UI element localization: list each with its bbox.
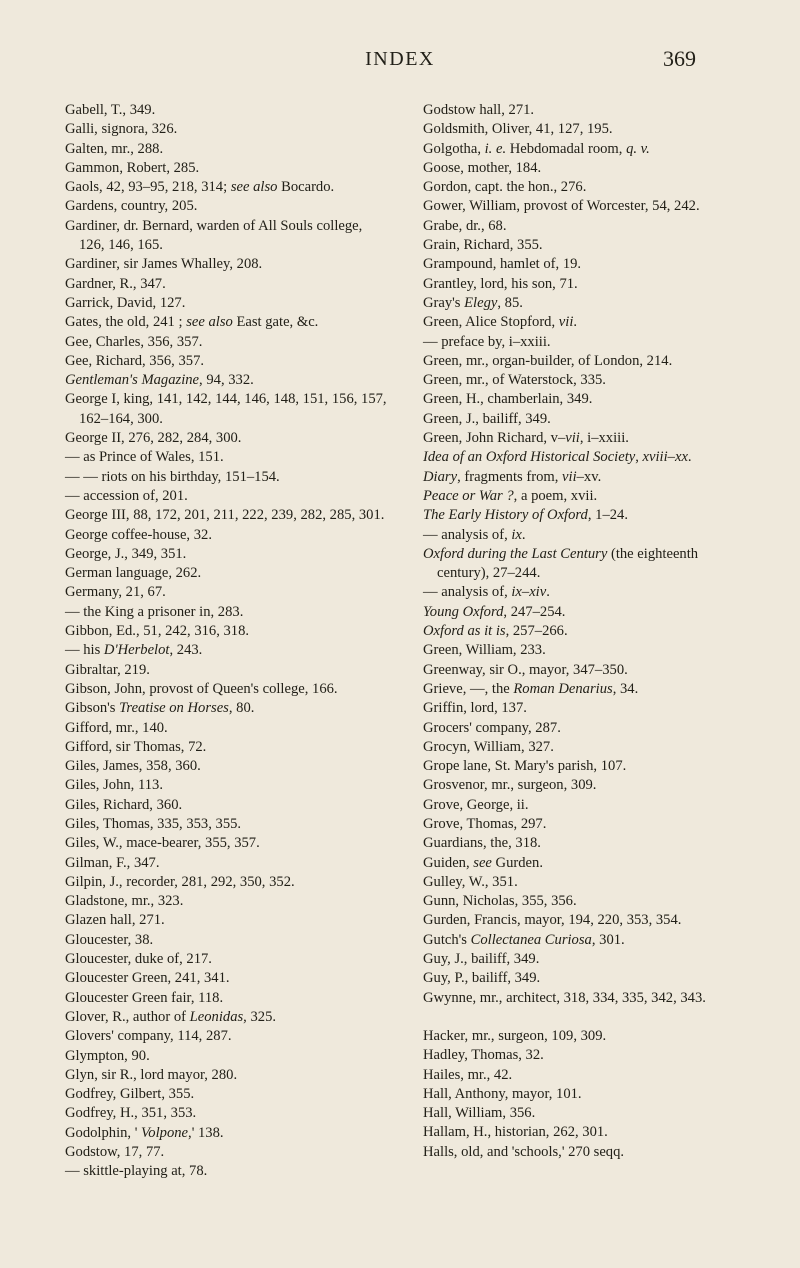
index-entry-text: Germany, 21, 67. [65,584,166,601]
index-entry [65,506,387,525]
index-entry [65,448,387,467]
index-entry-text: Gurden, Francis, mayor, 194, 220, 353, 354. [423,912,682,929]
index-entry-text: Glover, R., author of Leonidas, 325. [65,1008,277,1025]
index-entry-text: Godstow hall, 271. [423,102,535,118]
index-entry [65,989,387,1008]
index-entry [65,776,387,795]
index-entry [65,487,387,506]
index-entry-text: — skittle-playing at, 78. [65,1163,208,1180]
index-entry-text: Gulley, W., 351. [423,873,518,890]
index-entry-text: Gwynne, mr., architect, 318, 334, 335, 342, 343. [423,989,706,1006]
index-entry [423,583,745,602]
index-entry [65,1066,387,1085]
index-entry-text: Hall, Anthony, mayor, 101. [423,1085,582,1102]
index-entry [423,352,745,371]
index-entry-text: Golgotha, i. e. Hebdomadal room, q. v. [423,140,650,157]
index-entry [423,873,745,892]
index-entry [423,719,745,738]
index-entry-text: Grieve, —, the Roman Denarius, 34. [423,680,639,697]
index-entry [423,796,745,815]
index-entry-text: — analysis of, ix. [423,526,526,543]
index-entry-text: Garrick, David, 127. [65,294,186,311]
index-entry-text: Gates, the old, 241 ; see also East gate, &c. [65,314,319,331]
index-entry-text: Godfrey, Gilbert, 355. [65,1086,195,1103]
index-entry-text: Gilman, F., 347. [65,854,160,871]
index-entry [65,757,387,776]
index-entry [65,197,387,216]
index-entry-text: Green, mr., organ-builder, of London, 214. [423,352,673,369]
index-entry-text: Godstow, 17, 77. [65,1144,165,1161]
index-entry-text: Gifford, mr., 140. [65,719,168,736]
index-entry [65,178,387,197]
index-entry [423,390,745,409]
index-entry-text: Idea of an Oxford Historical Society, xviii–xx. [423,449,692,466]
index-entry-text: Grantley, lord, his son, 71. [423,275,578,292]
index-entry [65,873,387,892]
running-head: INDEX [365,48,435,70]
index-entry [423,313,745,332]
index-entry-text: Goose, mother, 184. [423,159,542,176]
index-entry-text: Gibson's Treatise on Horses, 80. [65,700,255,717]
index-entry [423,255,745,274]
index-entry-text: Gibbon, Ed., 51, 242, 316, 318. [65,623,250,640]
index-entry-text: The Early History of Oxford, 1–24. [423,507,628,524]
index-entry-text: — the King a prisoner in, 283. [65,603,244,620]
index-entry-text: Halls, old, and 'schools,' 270 seqq. [423,1143,625,1160]
index-entry [65,950,387,969]
index-entry [423,275,745,294]
index-entry [423,294,745,313]
index-entry [65,333,387,352]
index-entry-text: George, J., 349, 351. [65,545,187,562]
index-entry-text: Grabe, dr., 68. [423,217,507,234]
index-entry [65,854,387,873]
index-entry [423,699,745,718]
index-entry-text: Grope lane, St. Mary's parish, 107. [423,758,627,775]
index-entry [423,545,745,584]
index-entry-text: Glympton, 90. [65,1047,150,1064]
index-entry [65,738,387,757]
index-entry [423,333,745,352]
index-entry [65,911,387,930]
index-entry [65,641,387,660]
index-entry-text: George II, 276, 282, 284, 300. [65,430,242,447]
index-entry-text: Griffin, lord, 137. [423,700,527,717]
index-entry [65,583,387,602]
index-entry-text: George III, 88, 172, 201, 211, 222, 239, 282, 285, 301. [65,507,385,524]
index-entry-text: Gee, Richard, 356, 357. [65,352,205,369]
index-entry [65,931,387,950]
index-entry [65,834,387,853]
index-entry [65,1143,387,1162]
index-entry [423,641,745,660]
index-entry [65,217,387,256]
index-entry-text: Gibson, John, provost of Queen's college, 166. [65,680,338,697]
index-entry-text: Grove, George, ii. [423,796,529,813]
index-entry [423,969,745,988]
index-entry-text: Gifford, sir Thomas, 72. [65,738,207,755]
index-entry [65,1027,387,1046]
index-entry-text: Goldsmith, Oliver, 41, 127, 195. [423,121,613,138]
index-entry-text: Green, Alice Stopford, vii. [423,314,578,331]
index-entry [65,969,387,988]
index-entry-text: Gloucester, 38. [65,931,154,948]
index-entry [423,815,745,834]
index-entry-text: Hailes, mr., 42. [423,1066,513,1083]
index-entry-text: Gabell, T., 349. [65,102,156,118]
index-entry-text: Gilpin, J., recorder, 281, 292, 350, 352. [65,873,295,890]
index-entry [423,989,745,1008]
index-entry [423,120,745,139]
page-number: 369 [663,46,696,71]
index-entry [423,854,745,873]
index-entry [65,120,387,139]
index-entry-text: Gray's Elegy, 85. [423,294,523,311]
index-entry [423,950,745,969]
index-entry-text: Gaols, 42, 93–95, 218, 314; see also Bocardo. [65,179,335,196]
index-entry-text: Oxford as it is, 257–266. [423,623,568,640]
index-entry [423,1085,745,1104]
index-entry-text: Gammon, Robert, 285. [65,159,200,176]
index-entry-text: German language, 262. [65,565,202,582]
index-entry [423,776,745,795]
index-entry [65,275,387,294]
index-entry [65,390,391,429]
index-entry-text: Grosvenor, mr., surgeon, 309. [423,777,597,794]
index-entry-text: Hacker, mr., surgeon, 109, 309. [423,1027,607,1044]
index-entry [423,738,745,757]
index-entry-text: Glazen hall, 271. [65,912,165,929]
index-entry-text: Glovers' company, 114, 287. [65,1028,232,1045]
index-entry [65,140,387,159]
index-entry-text: Giles, James, 358, 360. [65,758,201,775]
index-entry [65,1085,387,1104]
index-entry-text: Gunn, Nicholas, 355, 356. [423,893,577,910]
index-entry-text: Gentleman's Magazine, 94, 332. [65,372,254,389]
index-entry-text: Greenway, sir O., mayor, 347–350. [423,661,628,678]
index-entry-text: Giles, Thomas, 335, 353, 355. [65,815,242,832]
index-entry-text: — his D'Herbelot, 243. [65,642,203,659]
index-entry-text: Gutch's Collectanea Curiosa, 301. [423,931,625,948]
index-entry-text: Grocers' company, 287. [423,719,561,736]
index-entry-text: — preface by, i–xxiii. [423,333,551,350]
index-entry-text: Grocyn, William, 327. [423,738,554,755]
index-entry [423,429,745,448]
index-entry-text: Guardians, the, 318. [423,835,541,852]
index-entry-text: Hadley, Thomas, 32. [423,1047,544,1064]
index-entry [65,255,387,274]
index-entry [423,680,745,699]
index-entry-text: George coffee-house, 32. [65,526,212,543]
index-entry [423,159,745,178]
index-entry-text: Guy, J., bailiff, 349. [423,951,540,968]
index-entry [65,699,387,718]
index-entry [65,545,387,564]
index-entry-text: Godolphin, ' Volpone,' 138. [65,1124,224,1141]
index-entry [423,236,745,255]
index-entry-text: Gloucester Green fair, 118. [65,989,224,1006]
index-entry [65,719,387,738]
index-entry [65,294,387,313]
index-entry [65,352,387,371]
index-entry [423,931,745,950]
index-column-left [65,101,391,1182]
index-entry [65,796,387,815]
index-entry [65,468,387,487]
index-entry-text: — as Prince of Wales, 151. [65,449,224,466]
index-entry [65,526,387,545]
index-entry [423,506,745,525]
index-entry-text: Gladstone, mr., 323. [65,893,184,910]
index-entry [423,468,745,487]
index-entry [423,178,745,197]
index-entry-text: Gloucester, duke of, 217. [65,951,212,968]
index-entry-text: Gee, Charles, 356, 357. [65,333,203,350]
index-entry [65,429,387,448]
index-entry [65,159,387,178]
index-entry [423,101,745,120]
index-entry [423,526,745,545]
index-entry [423,603,745,622]
index-entry-text: Diary, fragments from, vii–xv. [423,468,602,485]
index-entry-text: Gardiner, dr. Bernard, warden of All Souls college, 126, 146, 165. [65,217,366,254]
index-entry-text: Hall, William, 356. [423,1105,536,1122]
index-entry [423,1046,745,1065]
index-entry [423,892,745,911]
index-entry-text: Grain, Richard, 355. [423,237,543,254]
index-entry [423,1066,745,1085]
index-entry [65,622,387,641]
index-entry-text: Gower, William, provost of Worcester, 54, 242. [423,198,700,215]
index-entry-text: Giles, John, 113. [65,777,163,794]
index-entry-text: Green, J., bailiff, 349. [423,410,551,427]
index-entry-text: Grove, Thomas, 297. [423,815,547,832]
index-entry-text: Gardiner, sir James Whalley, 208. [65,256,263,273]
index-entry [65,661,387,680]
index-entry-text: Giles, W., mace-bearer, 355, 357. [65,835,260,852]
index-entry [423,661,745,680]
index-entry [65,101,387,120]
index-entry [423,622,745,641]
index-entry-text: Gardner, R., 347. [65,275,166,292]
index-entry-text: Gloucester Green, 241, 341. [65,970,230,987]
index-entry-text: Giles, Richard, 360. [65,796,183,813]
index-entry-text: Glyn, sir R., lord mayor, 280. [65,1066,238,1083]
index-entry [65,680,387,699]
index-entry [423,197,745,216]
index-entry-text: Guiden, see Gurden. [423,854,543,871]
index-entry [423,834,745,853]
index-entry [65,892,387,911]
index-entry-text: George I, king, 141, 142, 144, 146, 148, 151, 156, 157, 162–164, 300. [65,391,391,427]
index-entry-text: Gardens, country, 205. [65,198,198,215]
index-entry-text: Green, mr., of Waterstock, 335. [423,372,606,389]
index-entry [423,757,745,776]
index-entry [423,1123,745,1142]
index-entry [423,487,745,506]
index-entry [423,217,745,236]
index-entry [65,603,387,622]
index-entry-text: Guy, P., bailiff, 349. [423,970,541,987]
index-column-right [423,101,745,1162]
index-entry-text: Peace or War ?, a poem, xvii. [423,487,598,504]
index-entry-text: Gordon, capt. the hon., 276. [423,179,587,196]
index-entry [423,140,745,159]
index-entry [65,1047,387,1066]
index-entry-text: — accession of, 201. [65,487,188,504]
index-entry-text: Gibraltar, 219. [65,661,150,678]
index-entry [65,1008,387,1027]
index-entry-text: Godfrey, H., 351, 353. [65,1105,197,1122]
index-entry-text: Green, William, 233. [423,642,546,659]
index-entry [423,1143,745,1162]
index-entry-text: Oxford during the Last Century (the eighteenth century), 27–244. [423,545,702,582]
index-entry [65,313,387,332]
index-entry [423,371,745,390]
index-entry [65,1124,387,1143]
index-entry-text: Young Oxford, 247–254. [423,603,566,620]
index-entry-text: Grampound, hamlet of, 19. [423,256,582,273]
index-entry [423,1027,745,1046]
index-entry [65,564,387,583]
index-entry-text: Hallam, H., historian, 262, 301. [423,1124,608,1141]
index-entry [423,410,745,429]
index-entry [423,911,745,930]
index-entry [423,1104,745,1123]
index-entry [65,1162,387,1181]
section-gap [423,1008,745,1027]
index-entry [423,448,745,467]
index-entry-text: — — riots on his birthday, 151–154. [65,468,280,485]
index-entry-text: Galten, mr., 288. [65,140,164,157]
index-entry [65,371,387,390]
index-entry [65,815,387,834]
index-entry-text: Green, H., chamberlain, 349. [423,391,593,408]
index-entry-text: Green, John Richard, v–vii, i–xxiii. [423,430,629,447]
index-entry-text: Galli, signora, 326. [65,121,178,138]
index-entry-text: — analysis of, ix–xiv. [423,584,550,601]
index-entry [65,1104,387,1123]
